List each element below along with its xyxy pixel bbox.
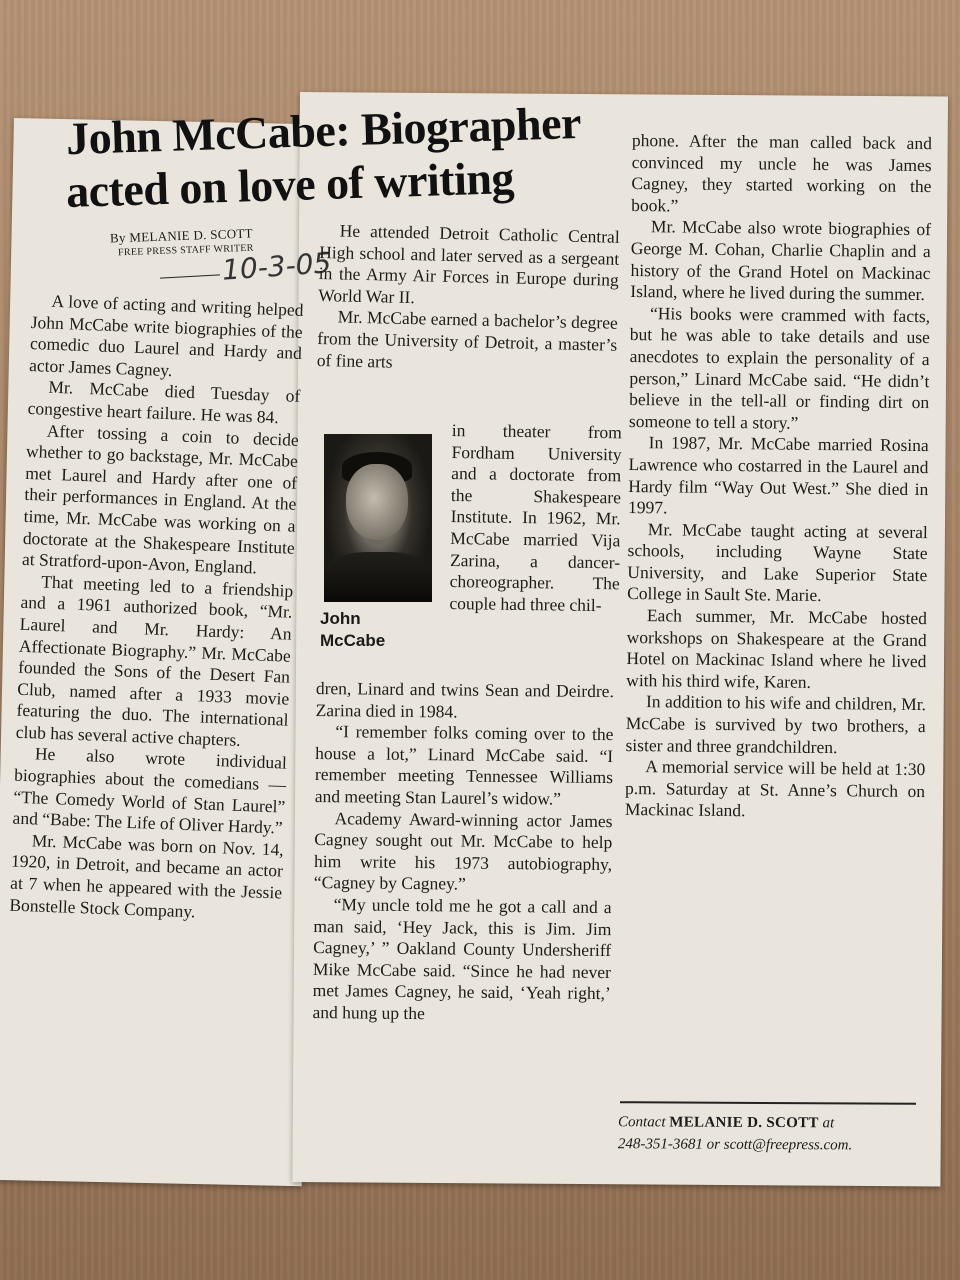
paragraph: in theater from Fordham University and a doctorate from the Shakespeare Institute. In 1962, Mr. McCabe married Vija Zarina, a dancer-choreographer. The couple had three chil- [449,420,622,615]
paragraph: In addition to his wife and children, Mr. McCabe is survived by two brothers, a sister and three grandchildren. [625,691,927,757]
paragraph: In 1987, Mr. McCabe married Rosina Lawrence who costarred in the Laurel and Hardy film “Way Out West.” She died in 1997. [627,432,929,518]
contact-prefix: Contact [618,1114,666,1131]
handwritten-date: 10-3-05 [220,246,333,287]
paragraph: “His books were crammed with facts, but he was able to take details and use anecdotes to explain the personality of a person,” Linard McCabe said. “He didn’t believe in the tell-all or finding dirt on someone to tell a story.” [628,302,931,433]
paragraph: Academy Award-winning actor James Cagney sought out Mr. McCabe to help him write his 1973 autobiography, “Cagney by Cagney.” [313,807,613,894]
byline: By MELANIE D. SCOTT [109,225,254,246]
article-column-1 [9,290,304,926]
paragraph: Mr. McCabe died Tuesday of congestive heart failure. He was 84. [27,377,301,428]
paragraph: He also wrote individual biographies about the comedians — “The Comedy World of Stan Laurel” and “Babe: The Life of Oliver Hardy.” [12,743,288,838]
paragraph: A love of acting and writing helped John McCabe write biographies of the comedic duo Laurel and Hardy and actor James Cagney. [28,290,304,380]
paragraph: That meeting led to a friendship and a 1961 authorized book, “Mr. Laurel and Mr. Hardy: An Affectionate Biography.” Mr. McCabe founded the Sons of the Desert Fan Club, named after a 1933 movie featuring the duo. The international club has several active chapters. [15,571,294,750]
article-column-2-wrap [449,420,622,617]
paragraph: Mr. McCabe was born on Nov. 14, 1920, in Detroit, and became an actor at 7 when he appeared with the Jessie Bonstelle Stock Company. [9,830,285,922]
article-column-3 [625,130,932,824]
paragraph: dren, Linard and twins Sean and Deirdre. Zarina died in 1984. [315,678,614,722]
paragraph: “My uncle told me he got a call and a man said, ‘Hey Jack, this is Jim. Jim Cagney,’ ” Oakland County Undersheriff Mike McCabe said. “Since he had never met James Cagney, he said, ‘Yeah right,’ and hung up the [312,894,612,1024]
paragraph: He attended Detroit Catholic Central High school and later served as a sergeant in the Army Air Forces in Europe during World War II. [318,220,620,307]
paragraph: “I remember folks coming over to the house a lot,” Linard McCabe said. “I remember meeting Tennessee Williams and meeting Stan Laurel’s widow.” [314,721,614,809]
photo-caption: John McCabe [320,609,386,650]
paragraph: Mr. McCabe earned a bachelor’s degree from the University of Detroit, a master’s of fine arts [316,306,618,372]
article-column-2-bottom [312,678,614,1027]
paragraph: Mr. McCabe also wrote biographies of George M. Cohan, Charlie Chaplin and a history of the Grand Hotel on Mackinac Island, where he lived during the summer. [630,216,932,305]
contact-name: MELANIE D. SCOTT [669,1114,819,1132]
portrait-photo [324,434,432,602]
paragraph: After tossing a coin to decide whether to go backstage, Mr. McCabe met Laurel and Hardy after one of their performances in England. At the time, Mr. McCabe was working on a doctorate at the Shakespeare Institute at Stratford-upon-Avon, England. [21,420,300,578]
headline-line-1: John McCabe: Biographer [65,96,582,165]
headline-line-2: acted on love of writing [65,151,515,218]
contact-info [618,1111,918,1157]
contact-at: at [822,1115,835,1132]
paragraph: Mr. McCabe taught acting at several schools, including Wayne State University, and Lake Superior State College in Sault Ste. Marie. [627,518,928,606]
contact-details: 248-351-3681 or scott@freepress.com. [617,1136,853,1154]
article-column-2-top [317,220,620,378]
byline-role: FREE PRESS STAFF WRITER [117,242,254,259]
paragraph: phone. After the man called back and convinced my uncle he was James Cagney, they started working on the book.” [631,130,932,216]
paragraph: Each summer, Mr. McCabe hosted workshops on Shakespeare at the Grand Hotel on Mackinac Island where he lived with his third wife, Karen. [626,605,928,692]
paragraph: A memorial service will be held at 1:30 p.m. Saturday at St. Anne’s Church on Mackinac Island. [624,756,926,821]
